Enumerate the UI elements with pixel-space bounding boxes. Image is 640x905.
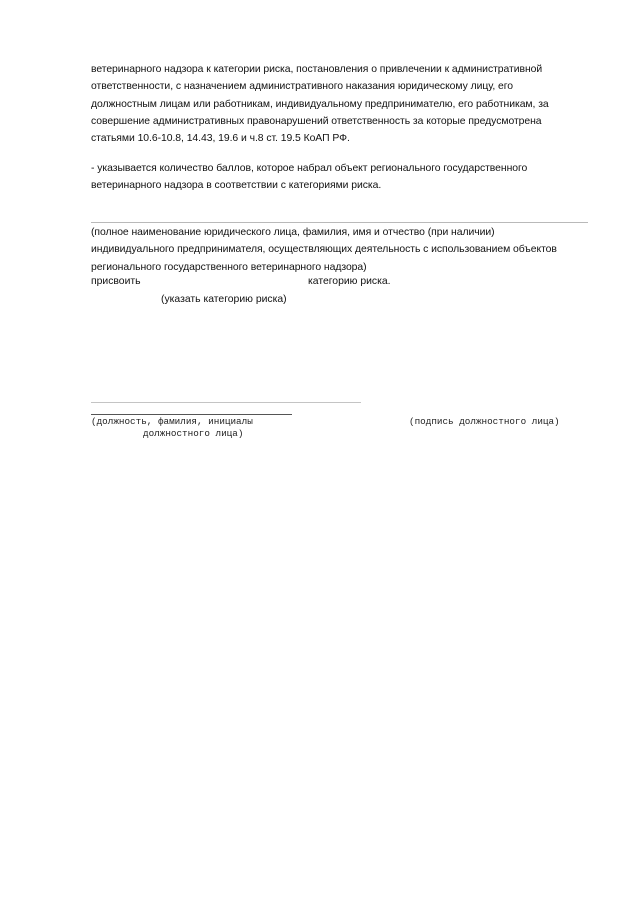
position-caption-line1: (должность, фамилия, инициалы [91, 416, 253, 427]
text-line: индивидуального предпринимателя, осуществляющих деятельность с использованием объектов [91, 244, 557, 256]
text-line: ветеринарного надзора к категории риска, постановления о привлечении к административной [91, 64, 543, 75]
position-caption-line2: должностного лица) [143, 428, 244, 439]
text-line: - указывается количество баллов, которое набрал объект регионального государственного [91, 163, 528, 174]
signature-underline-light [91, 402, 361, 403]
assign-label: присвоить [91, 276, 141, 287]
risk-category-hint: (указать категорию риска) [161, 294, 287, 305]
paragraph-risk-criteria [91, 61, 591, 147]
text-line: совершение административных правонарушений ответственность за которые предусмотрена [91, 115, 542, 127]
text-line: регионального государственного ветеринарного надзора) [91, 261, 367, 273]
paragraph-score-note [91, 160, 591, 195]
text-line: должностным лицам или работникам, индивидуальному предпринимателю, его работникам, за [91, 98, 549, 110]
entity-name-caption [91, 224, 591, 276]
text-line: ответственности, с назначением административного наказания юридическому лицу, его [91, 81, 514, 93]
position-underline [91, 414, 292, 415]
risk-category-suffix: категорию риска. [308, 276, 391, 287]
text-line: ветеринарного надзора в соответствии с категориями риска. [91, 180, 382, 192]
text-line: статьями 10.6-10.8, 14.43, 19.6 и ч.8 ст. 19.5 КоАП РФ. [91, 133, 350, 145]
entity-name-underline [91, 222, 588, 223]
signature-caption: (подпись должностного лица) [409, 416, 560, 427]
text-line: (полное наименование юридического лица, фамилия, имя и отчество (при наличии) [91, 227, 495, 238]
